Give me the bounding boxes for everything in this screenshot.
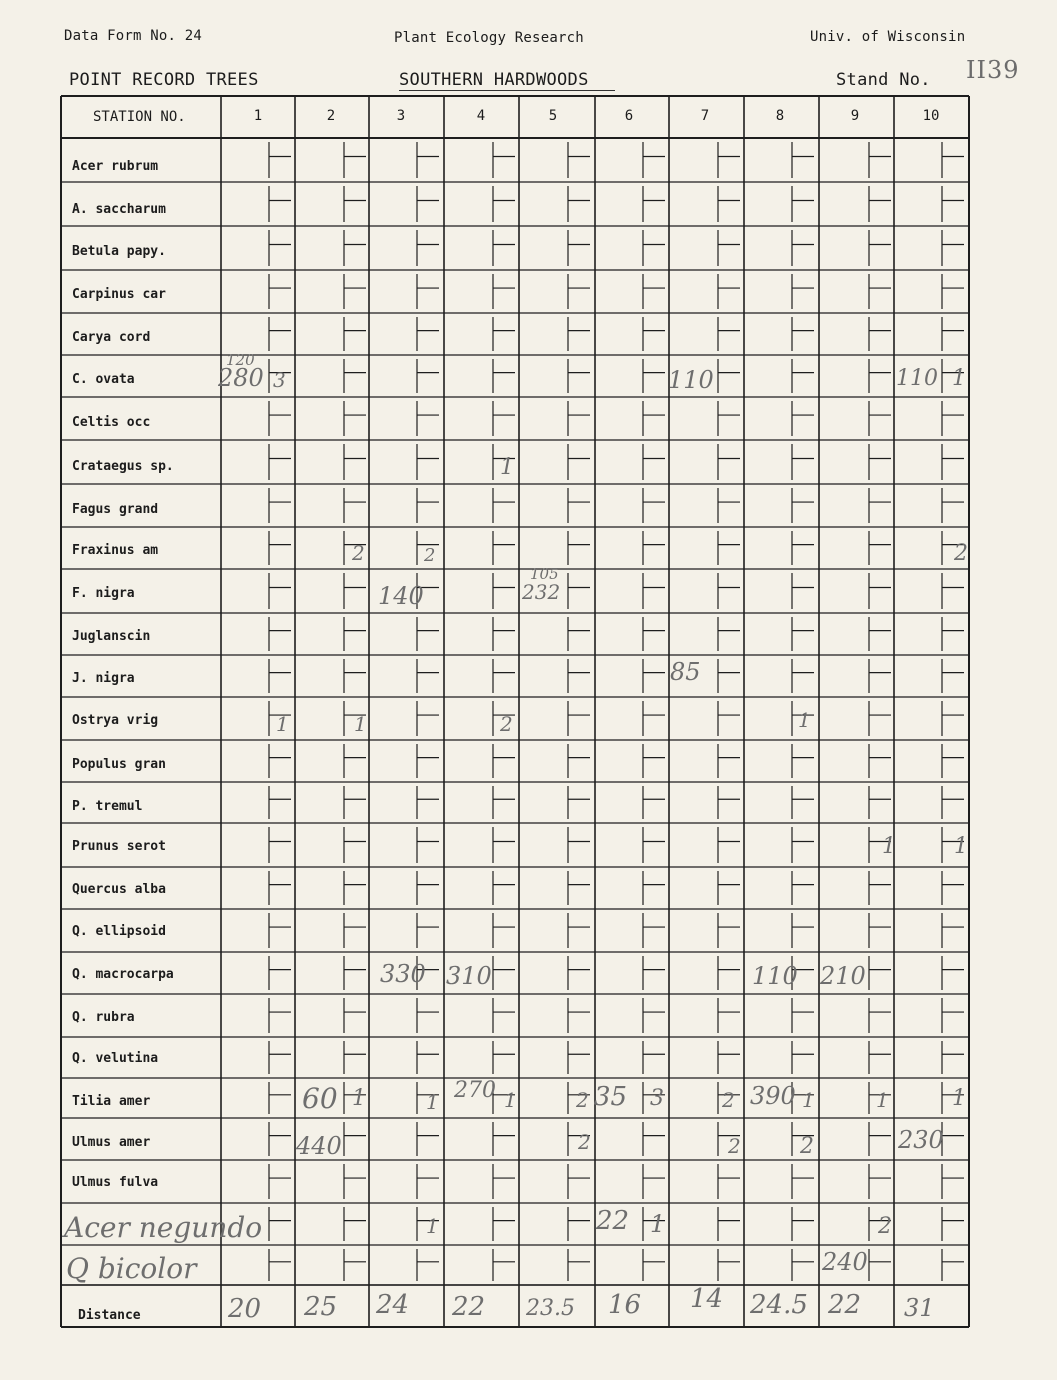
hw-entry: 2 (722, 1088, 735, 1112)
species-label: Crataegus sp. (72, 459, 174, 474)
hw-entry: 105 (530, 565, 559, 583)
station-6: 6 (624, 108, 634, 124)
species-label: Celtis occ (72, 415, 151, 430)
hw-entry: 270 (454, 1078, 496, 1103)
species-label: Ostrya vrig (72, 713, 159, 728)
distance-label: Distance (78, 1308, 141, 1323)
hw-entry: 1 (426, 1090, 439, 1114)
extra-species-label: Acer negundo (64, 1211, 263, 1244)
hw-entry: 85 (670, 658, 701, 686)
hw-entry: 390 (750, 1082, 796, 1110)
hw-entry: 440 (296, 1132, 342, 1160)
research-title: Plant Ecology Research (394, 30, 584, 46)
hw-entry: 140 (378, 582, 424, 610)
species-label: Betula papy. (72, 244, 166, 259)
species-label: Acer rubrum (72, 159, 159, 174)
hw-entry: 1 (352, 1086, 366, 1111)
hw-entry: 1 (952, 1086, 966, 1111)
distance-value: 22 (452, 1292, 486, 1322)
distance-value: 24 (376, 1290, 410, 1320)
station-no-label: STATION NO. (93, 109, 186, 125)
distance-value: 25 (304, 1292, 338, 1322)
hw-entry: 1 (876, 1088, 889, 1112)
hw-entry: 1 (882, 834, 896, 859)
species-label: Q. rubra (72, 1010, 135, 1025)
hw-entry: 1 (802, 1088, 815, 1112)
hw-entry: 310 (446, 962, 492, 990)
hw-entry: 280 (218, 364, 264, 392)
station-5: 5 (548, 108, 558, 124)
species-label: Fraxinus am (72, 543, 159, 558)
station-9: 9 (850, 108, 860, 124)
species-label: Q. velutina (72, 1051, 159, 1066)
species-label: Ulmus amer (72, 1135, 151, 1150)
hw-entry: 2 (954, 541, 968, 566)
distance-value: 31 (904, 1294, 935, 1322)
hw-entry: 2 (424, 545, 436, 566)
hw-entry: 60 (302, 1082, 338, 1115)
station-7: 7 (700, 108, 710, 124)
form-number: Data Form No. 24 (64, 28, 203, 44)
hw-entry: 1 (952, 366, 966, 391)
hw-entry: 120 (226, 351, 255, 369)
species-label: Fagus grand (72, 502, 159, 517)
hw-entry: 2 (728, 1134, 741, 1158)
hw-entry: 35 (594, 1082, 628, 1112)
university: Univ. of Wisconsin (810, 29, 966, 45)
hw-entry: 2 (878, 1214, 892, 1239)
hw-entry: 330 (380, 960, 426, 988)
station-4: 4 (476, 108, 486, 124)
hw-entry: 1 (426, 1214, 439, 1238)
station-3: 3 (396, 108, 406, 124)
station-2: 2 (326, 108, 336, 124)
distance-value: 24.5 (750, 1290, 808, 1320)
species-label: A. saccharum (72, 202, 166, 217)
hw-entry: 2 (800, 1134, 814, 1159)
species-label: Juglanscin (72, 629, 151, 644)
species-label: Prunus serot (72, 839, 166, 854)
hw-entry: 1 (650, 1210, 666, 1238)
hw-entry: 1 (276, 712, 289, 736)
species-label: F. nigra (72, 586, 135, 601)
station-1: 1 (253, 108, 263, 124)
hw-entry: 1 (798, 708, 811, 732)
species-label: Quercus alba (72, 882, 166, 897)
hw-entry: 232 (522, 580, 561, 604)
hw-entry: 240 (822, 1248, 868, 1276)
hw-entry: 1 (954, 834, 968, 859)
hw-entry: 1 (354, 712, 367, 736)
distance-value: 16 (608, 1290, 642, 1320)
hw-entry: 110 (668, 366, 714, 394)
distance-value: 22 (828, 1290, 862, 1320)
hw-entry: 210 (820, 962, 866, 990)
species-label: J. nigra (72, 671, 135, 686)
distance-value: 23.5 (526, 1296, 575, 1321)
hw-entry: 3 (650, 1086, 664, 1111)
station-10: 10 (922, 108, 940, 124)
stand-label: Stand No. (836, 70, 931, 90)
species-label: Carpinus car (72, 287, 166, 302)
station-8: 8 (775, 108, 785, 124)
species-label: C. ovata (72, 372, 135, 387)
extra-species-label: Q bicolor (66, 1252, 197, 1285)
hw-entry: 110 (752, 962, 798, 990)
species-label: Q. macrocarpa (72, 967, 174, 982)
hw-entry: 3 (273, 368, 286, 392)
forest-type: SOUTHERN HARDWOODS (399, 70, 615, 91)
distance-value: 14 (690, 1284, 724, 1314)
hw-entry: 2 (352, 541, 365, 565)
hw-entry: 2 (500, 712, 513, 736)
stand-number: II39 (966, 56, 1020, 84)
hw-entry: 1 (500, 455, 514, 480)
hw-entry: 2 (578, 1130, 591, 1154)
hw-entry: 110 (896, 366, 938, 391)
species-label: Tilia amer (72, 1094, 151, 1109)
hw-entry: 230 (898, 1126, 944, 1154)
species-label: Q. ellipsoid (72, 924, 166, 939)
hw-entry: 2 (576, 1088, 589, 1112)
species-label: Carya cord (72, 330, 151, 345)
species-label: P. tremul (72, 799, 143, 814)
species-label: Ulmus fulva (72, 1175, 159, 1190)
hw-entry: 22 (596, 1206, 630, 1236)
distance-value: 20 (228, 1294, 262, 1324)
hw-entry: 1 (504, 1088, 517, 1112)
record-type: POINT RECORD TREES (69, 70, 259, 90)
species-label: Populus gran (72, 757, 166, 772)
